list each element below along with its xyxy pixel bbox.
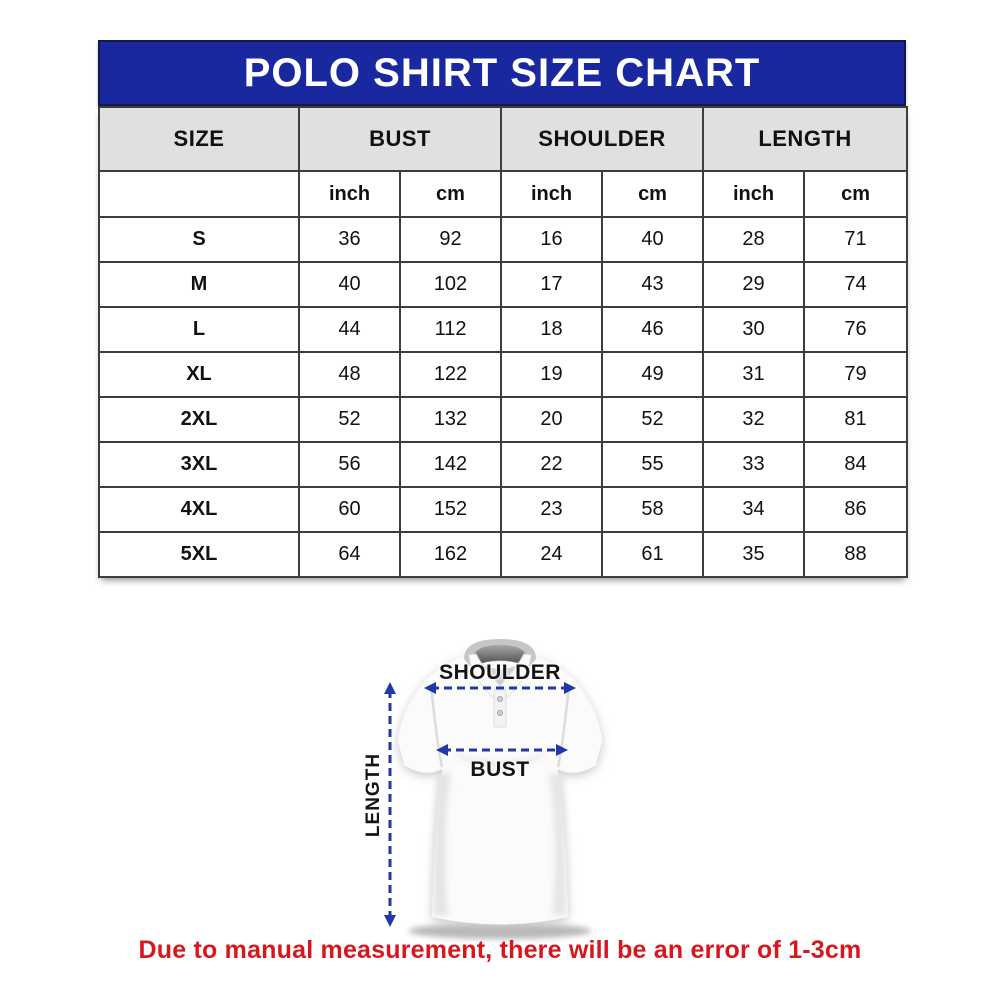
measurement-value: 32 [703, 397, 804, 442]
col-header-size: SIZE [99, 107, 299, 171]
col-header-bust: BUST [299, 107, 501, 171]
measurement-value: 24 [501, 532, 602, 577]
measurement-value: 84 [804, 442, 907, 487]
measurement-value: 102 [400, 262, 501, 307]
measurement-value: 44 [299, 307, 400, 352]
unit-header: cm [602, 171, 703, 217]
col-header-length: LENGTH [703, 107, 907, 171]
measurement-value: 52 [299, 397, 400, 442]
measurement-value: 18 [501, 307, 602, 352]
size-label: S [99, 217, 299, 262]
button-bottom [497, 710, 502, 715]
size-chart-table [98, 106, 908, 578]
measurement-value: 49 [602, 352, 703, 397]
placket [494, 689, 506, 727]
measurement-value: 162 [400, 532, 501, 577]
measurement-value: 92 [400, 217, 501, 262]
measurement-value: 122 [400, 352, 501, 397]
table-row-s [99, 217, 907, 262]
measurement-value: 30 [703, 307, 804, 352]
measurement-value: 61 [602, 532, 703, 577]
measurement-value: 52 [602, 397, 703, 442]
measurement-value: 36 [299, 217, 400, 262]
bust-label: BUST [470, 758, 530, 781]
col-header-shoulder: SHOULDER [501, 107, 703, 171]
measurement-value: 152 [400, 487, 501, 532]
title-banner [98, 40, 906, 106]
size-label: 5XL [99, 532, 299, 577]
measurement-value: 46 [602, 307, 703, 352]
measurement-value: 33 [703, 442, 804, 487]
measurement-value: 48 [299, 352, 400, 397]
size-label: XL [99, 352, 299, 397]
measurement-value: 132 [400, 397, 501, 442]
measurement-value: 22 [501, 442, 602, 487]
measurement-value: 56 [299, 442, 400, 487]
size-label: 4XL [99, 487, 299, 532]
table-row-l [99, 307, 907, 352]
shoulder-label: SHOULDER [439, 661, 561, 684]
measurement-value: 23 [501, 487, 602, 532]
unit-header-row [99, 171, 907, 217]
group-header-row [99, 107, 907, 171]
measurement-value: 64 [299, 532, 400, 577]
measurement-value: 79 [804, 352, 907, 397]
measurement-value: 86 [804, 487, 907, 532]
measurement-value: 19 [501, 352, 602, 397]
measurement-value: 40 [299, 262, 400, 307]
measurement-value: 142 [400, 442, 501, 487]
measurement-value: 43 [602, 262, 703, 307]
table-row-xl [99, 352, 907, 397]
measurement-value: 16 [501, 217, 602, 262]
table-row-2xl [99, 397, 907, 442]
measurement-value: 35 [703, 532, 804, 577]
measurement-value: 20 [501, 397, 602, 442]
measurement-value: 88 [804, 532, 907, 577]
table-row-5xl [99, 532, 907, 577]
size-label: 3XL [99, 442, 299, 487]
measurement-value: 58 [602, 487, 703, 532]
unit-header: cm [400, 171, 501, 217]
measurement-disclaimer: Due to manual measurement, there will be an error of 1-3cm [138, 936, 862, 964]
unit-header: inch [299, 171, 400, 217]
unit-header: inch [501, 171, 602, 217]
button-top [497, 696, 502, 701]
table-row-m [99, 262, 907, 307]
measurement-value: 60 [299, 487, 400, 532]
page-title: POLO SHIRT SIZE CHART [243, 50, 761, 95]
measurement-value: 74 [804, 262, 907, 307]
length-label: LENGTH [363, 752, 384, 838]
measurement-value: 81 [804, 397, 907, 442]
measurement-value: 40 [602, 217, 703, 262]
measurement-value: 76 [804, 307, 907, 352]
measurement-value: 34 [703, 487, 804, 532]
table-row-4xl [99, 487, 907, 532]
unit-blank-cell [99, 171, 299, 217]
measurement-value: 31 [703, 352, 804, 397]
size-label: L [99, 307, 299, 352]
measurement-value: 28 [703, 217, 804, 262]
measurement-value: 71 [804, 217, 907, 262]
size-label: 2XL [99, 397, 299, 442]
unit-header: cm [804, 171, 907, 217]
measurement-value: 112 [400, 307, 501, 352]
unit-header: inch [703, 171, 804, 217]
measurement-value: 17 [501, 262, 602, 307]
length-arrow [384, 682, 396, 927]
table-row-3xl [99, 442, 907, 487]
measurement-value: 55 [602, 442, 703, 487]
size-label: M [99, 262, 299, 307]
measurement-value: 29 [703, 262, 804, 307]
